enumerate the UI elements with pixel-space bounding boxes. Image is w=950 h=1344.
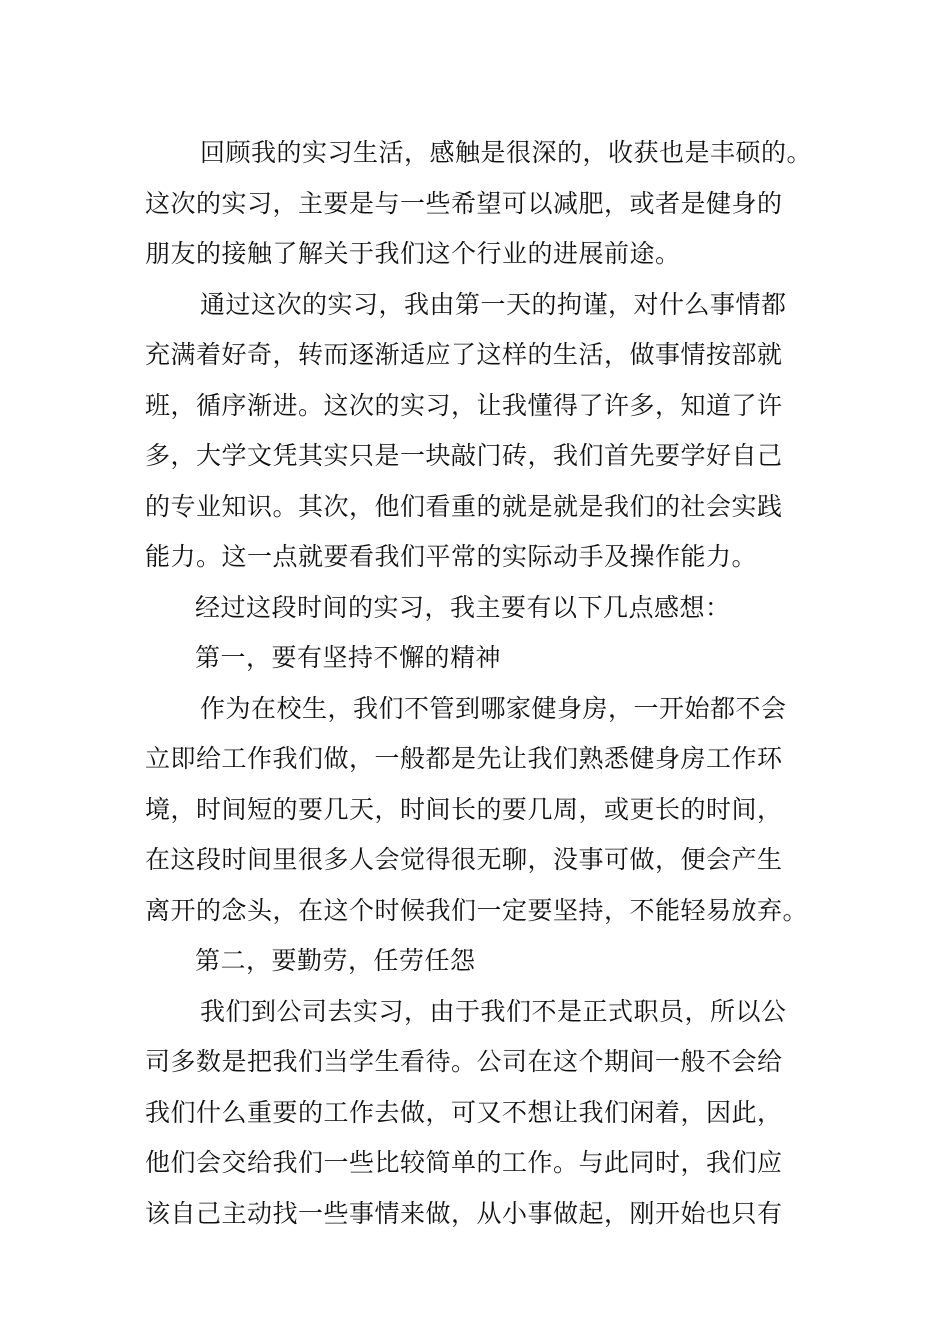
section-heading: 第一，要有坚持不懈的精神 <box>195 643 502 672</box>
document-body <box>145 128 813 1239</box>
text-line: 司多数是把我们当学生看待。公司在这个期间一般不会给 <box>145 1047 783 1076</box>
text-line: 我们到公司去实习，由于我们不是正式职员，所以公 <box>200 996 787 1026</box>
text-line: 回顾我的实习生活，感触是很深的，收获也是丰硕的。 <box>200 138 813 167</box>
text-line: 作为在校生，我们不管到哪家健身房，一开始都不会 <box>200 693 787 723</box>
text-line: 境，时间短的要几天，时间长的要几周，或更长的时间， <box>145 794 783 824</box>
text-line: 通过这次的实习，我由第一天的拘谨，对什么事情都 <box>200 289 787 319</box>
section-heading: 第二，要勤劳，任劳任怨 <box>195 946 476 975</box>
text-line: 充满着好奇，转而逐渐适应了这样的生活，做事情按部就 <box>145 340 783 369</box>
text-line: 能力。这一点就要看我们平常的实际动手及操作能力。 <box>145 542 758 571</box>
text-line: 他们会交给我们一些比较简单的工作。与此同时，我们应 <box>145 1148 783 1177</box>
text-line: 在这段时间里很多人会觉得很无聊，没事可做，便会产生 <box>145 845 783 874</box>
text-line: 这次的实习，主要是与一些希望可以减肥，或者是健身的 <box>145 188 783 218</box>
text-line: 的专业知识。其次，他们看重的就是就是我们的社会实践 <box>145 491 783 521</box>
text-line: 该自己主动找一些事情来做，从小事做起，刚开始也只有 <box>145 1198 783 1228</box>
text-line: 班，循序渐进。这次的实习，让我懂得了许多，知道了许 <box>145 390 783 420</box>
text-line: 我们什么重要的工作去做，可又不想让我们闲着，因此， <box>145 1097 783 1127</box>
text-line: 多，大学文凭其实只是一块敲门砖，我们首先要学好自己 <box>145 441 783 470</box>
text-line: 离开的念头，在这个时候我们一定要坚持，不能轻易放弃。 <box>145 895 809 925</box>
text-line: 朋友的接触了解关于我们这个行业的进展前途。 <box>145 239 681 268</box>
text-line: 立即给工作我们做，一般都是先让我们熟悉健身房工作环 <box>145 744 783 773</box>
text-line: 经过这段时间的实习，我主要有以下几点感想： <box>195 592 731 622</box>
